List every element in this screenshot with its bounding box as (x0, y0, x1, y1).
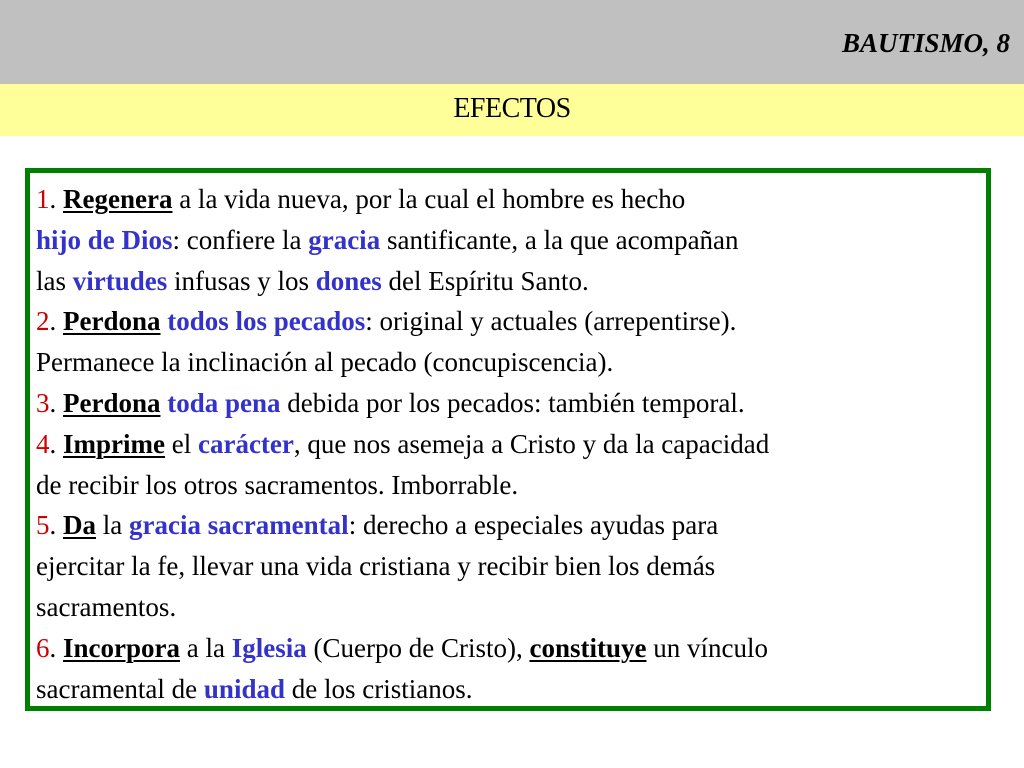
text: el (164, 428, 198, 459)
effect-keyword: Perdona (63, 387, 161, 418)
effect-4-line-1 (36, 424, 986, 465)
highlight: hijo de Dios (36, 224, 173, 255)
text: : original y actuales (arrepentirse). (365, 306, 737, 337)
effect-item-1 (36, 179, 986, 301)
item-number: 5 (36, 510, 50, 541)
effect-keyword: Incorpora (63, 632, 180, 663)
effect-2-line-2 (36, 342, 986, 383)
slide-subtitle: EFECTOS (453, 93, 571, 124)
effect-item-6 (36, 628, 986, 710)
text: ejercitar la fe, llevar una vida cristiana y recibir bien los demás (36, 551, 716, 582)
effect-5-line-1 (36, 505, 986, 546)
text: , que nos asemeja a Cristo y da la capacidad (293, 428, 770, 459)
effect-keyword: Perdona (63, 306, 161, 337)
effect-keyword: Regenera (63, 184, 173, 214)
effect-5-line-3 (36, 587, 986, 628)
effects-list (36, 179, 986, 709)
effect-2-line-1 (36, 301, 986, 342)
effect-keyword: constituye (529, 632, 647, 663)
effect-1-line-3 (36, 261, 986, 302)
item-number: 2 (36, 306, 50, 337)
highlight: gracia (308, 224, 381, 255)
highlight: gracia sacramental (129, 510, 349, 541)
text: : derecho a especiales ayudas para (348, 510, 719, 541)
text: del Espíritu Santo. (381, 265, 589, 296)
text: la (96, 510, 129, 541)
effect-1-line-2 (36, 220, 986, 261)
item-separator: . (49, 184, 63, 214)
text: a la vida nueva, por la cual el hombre es hecho (172, 184, 686, 214)
item-separator: . (49, 510, 63, 541)
effect-3-line-1 (36, 383, 986, 424)
highlight: dones (315, 265, 382, 296)
effect-6-line-1 (36, 628, 986, 669)
text: santificante, a la que acompañan (380, 224, 739, 255)
text: sacramentos. (36, 591, 177, 622)
item-separator: . (49, 632, 63, 663)
item-number: 6 (36, 632, 50, 663)
subtitle-bar (0, 84, 1024, 136)
item-separator: . (49, 428, 63, 459)
effect-4-line-2 (36, 465, 986, 506)
highlight: Iglesia (231, 632, 307, 663)
text: Permanece la inclinación al pecado (concupiscencia). (36, 347, 614, 378)
title-bar (0, 0, 1024, 84)
item-number: 4 (36, 428, 50, 459)
highlight: virtudes (72, 265, 168, 296)
effect-1-line-1 (36, 179, 986, 220)
effect-item-5 (36, 505, 986, 627)
text: de recibir los otros sacramentos. Imborrable. (36, 469, 519, 500)
text: las (36, 265, 73, 296)
item-separator: . (49, 306, 63, 337)
text: sacramental de (36, 673, 204, 704)
effect-item-3 (36, 383, 986, 424)
highlight: toda pena (167, 387, 281, 418)
effect-item-4 (36, 424, 986, 506)
slide-title: BAUTISMO, 8 (841, 28, 1010, 58)
item-number: 3 (36, 387, 50, 418)
text: un vínculo (646, 632, 768, 663)
highlight: carácter (197, 428, 294, 459)
item-separator: . (49, 387, 63, 418)
text: debida por los pecados: también temporal. (280, 387, 745, 418)
effect-5-line-2 (36, 546, 986, 587)
text: (Cuerpo de Cristo), (306, 632, 530, 663)
text: a la (180, 632, 232, 663)
text: infusas y los (167, 265, 316, 296)
effect-item-2 (36, 301, 986, 383)
text: : confiere la (172, 224, 309, 255)
item-number: 1 (36, 184, 50, 214)
highlight: todos los pecados (167, 306, 366, 337)
effect-6-line-2 (36, 669, 986, 710)
highlight: unidad (203, 673, 285, 704)
text: de los cristianos. (284, 673, 473, 704)
effect-keyword: Imprime (63, 428, 165, 459)
effect-keyword: Da (63, 510, 96, 541)
